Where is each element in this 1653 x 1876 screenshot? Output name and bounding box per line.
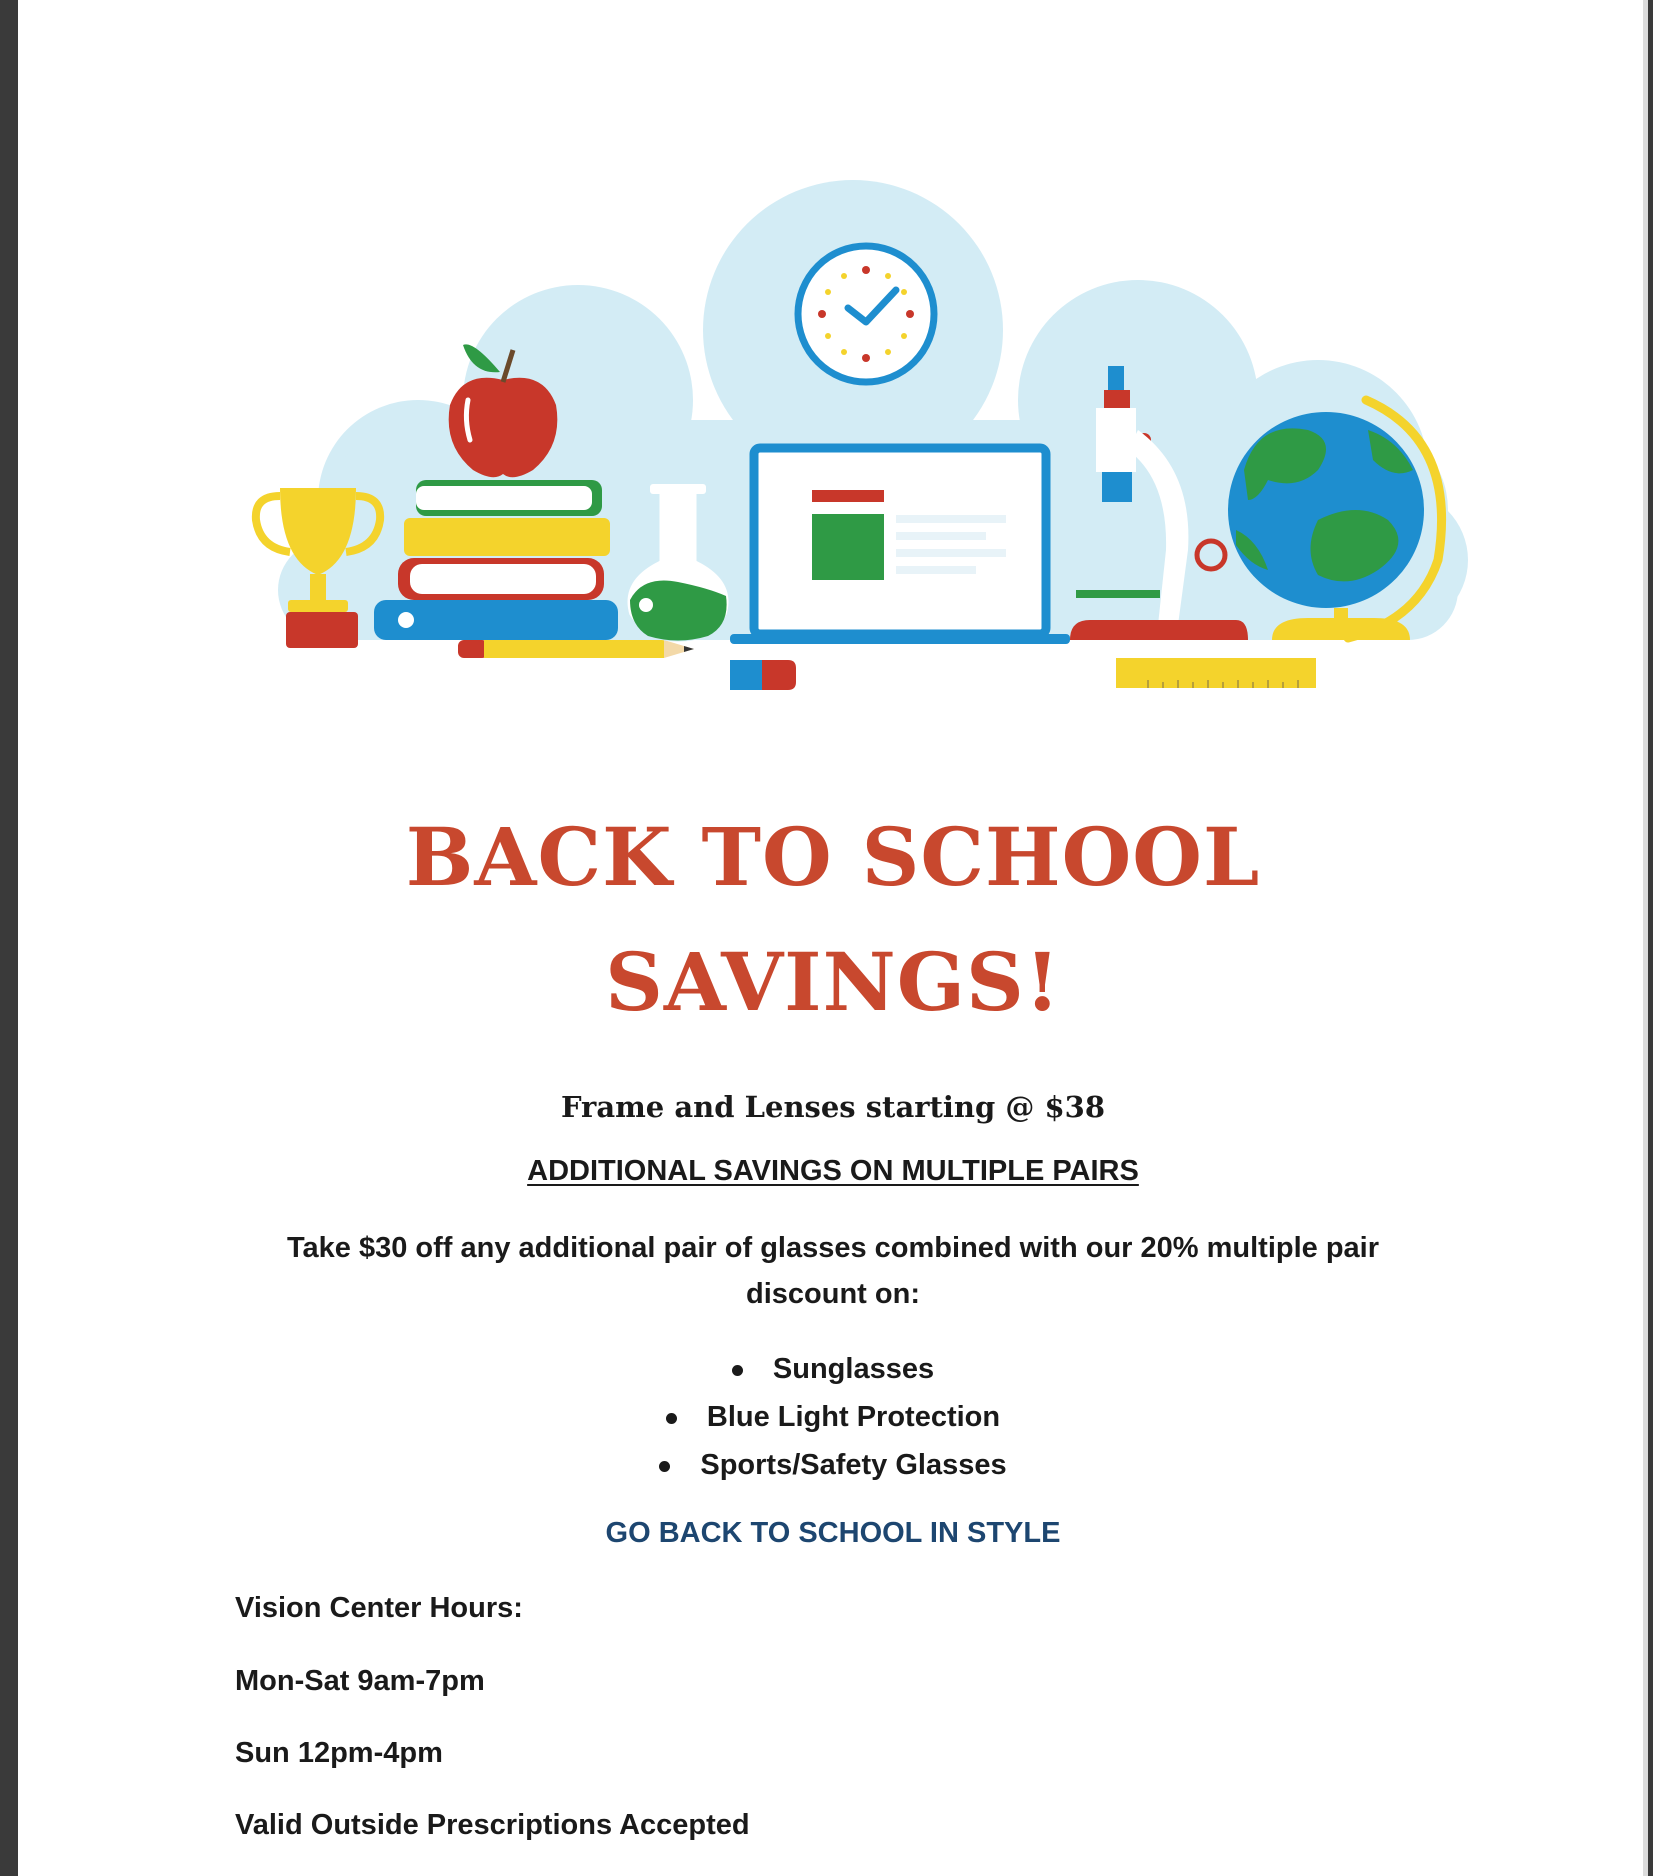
laptop-icon	[730, 448, 1070, 644]
ruler-icon	[1116, 658, 1316, 688]
hours-sunday: Sun 12pm-4pm	[235, 1737, 443, 1769]
list-item-label: Sunglasses	[772, 1353, 935, 1385]
pencil-icon	[458, 640, 694, 658]
offer-text	[18, 1225, 1648, 1317]
offer-line-1: Take $30 off any additional pair of glasses combined with our 20% multiple pair	[286, 1232, 1380, 1264]
school-supplies-illustration	[18, 0, 1648, 720]
list-item	[18, 1345, 1648, 1393]
offer-line-2: discount on:	[746, 1278, 920, 1310]
headline-line-2: SAVINGS!	[605, 935, 1061, 1029]
bullet-icon	[659, 1461, 670, 1472]
additional-savings-heading: ADDITIONAL SAVINGS ON MULTIPLE PAIRS	[527, 1155, 1139, 1187]
prescriptions-note: Valid Outside Prescriptions Accepted	[235, 1809, 750, 1841]
list-item	[18, 1441, 1648, 1489]
list-item-label: Blue Light Protection	[706, 1401, 1001, 1433]
headline-line-1: BACK TO SCHOOL	[405, 810, 1261, 904]
discount-items-list	[18, 1345, 1648, 1489]
bullet-icon	[666, 1413, 677, 1424]
flyer-page	[18, 0, 1648, 1876]
list-item-label: Sports/Safety Glasses	[700, 1449, 1007, 1481]
starting-price-text: Frame and Lenses starting @ $38	[560, 1090, 1106, 1124]
style-tagline: GO BACK TO SCHOOL IN STYLE	[605, 1517, 1061, 1549]
clock-icon	[798, 246, 934, 382]
hours-weekday: Mon-Sat 9am-7pm	[235, 1665, 485, 1697]
bullet-icon	[732, 1365, 743, 1376]
hours-heading: Vision Center Hours:	[235, 1592, 523, 1624]
list-item	[18, 1393, 1648, 1441]
eraser-icon	[730, 660, 796, 690]
